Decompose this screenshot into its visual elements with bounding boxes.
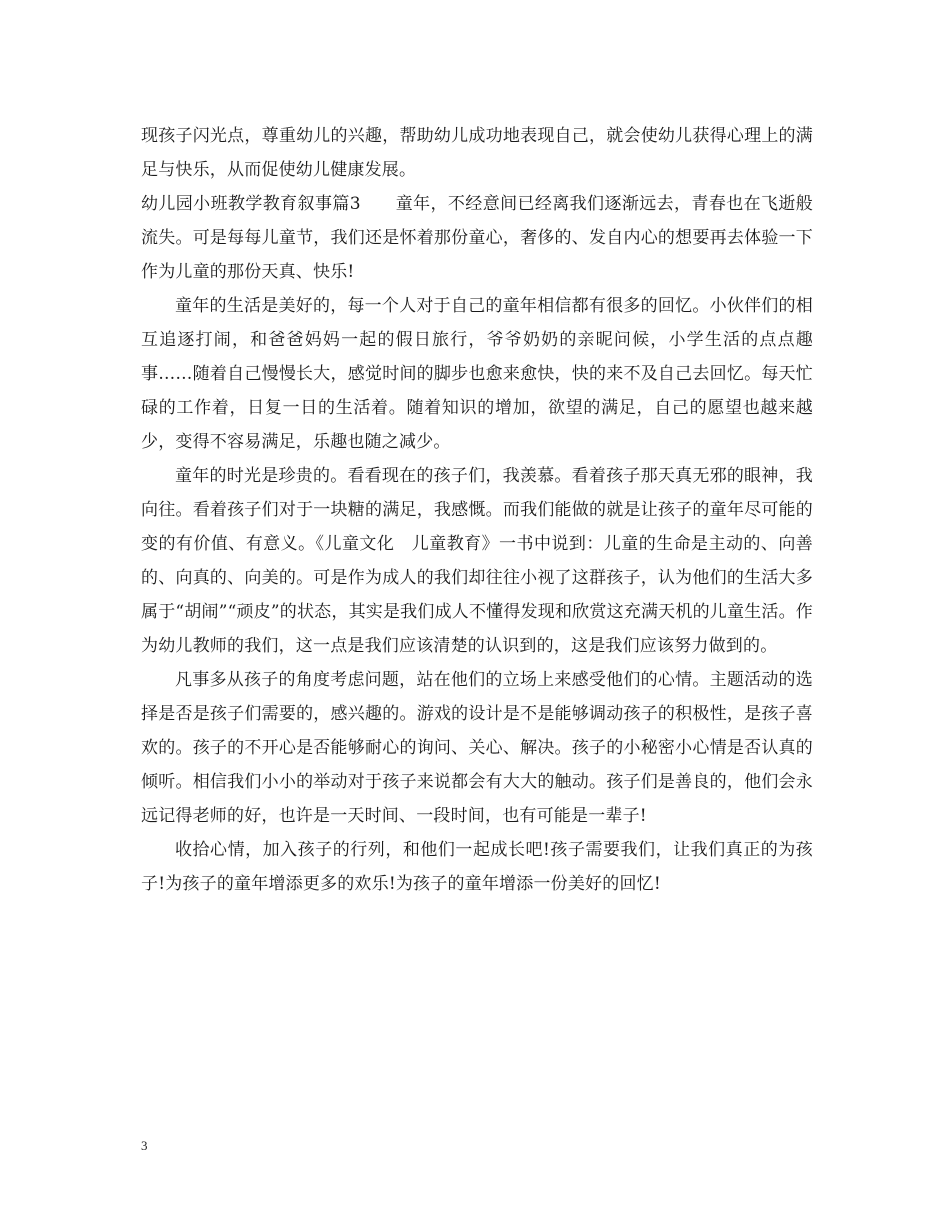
page-number: 3 bbox=[141, 1138, 148, 1153]
paragraph-conclusion: 收拾心情，加入孩子的行列，和他们一起成长吧!孩子需要我们，让我们真正的为孩子!为孩子的童年增添更多的欢乐!为孩子的童年增添一份美好的回忆! bbox=[141, 840, 813, 894]
paragraph-childhood-time: 童年的时光是珍贵的。看看现在的孩子们，我羡慕。看着孩子那天真无邪的眼神，我向往。看着孩子们对于一块糖的满足，我感慨。而我们能做的就是让孩子的童年尽可能的变的有价值、有意义。《儿童文化 儿童教育》一书中说到：儿童的生命是主动的、向善的、向真的、向美的。可是作为成人的我们却往往小视了这群孩子，认为他们的生活大多属于“胡闹”“顽皮”的状态，其实是我们成人不懂得发现和欣赏这充满天机的儿童生活。作为幼儿教师的我们，这一点是我们应该清楚的认识到的，这是我们应该努力做到的。 bbox=[141, 466, 813, 656]
document-body bbox=[141, 119, 813, 901]
paragraph-child-perspective: 凡事多从孩子的角度考虑问题，站在他们的立场上来感受他们的心情。主题活动的选择是否是孩子们需要的，感兴趣的。游戏的设计是不是能够调动孩子的积极性，是孩子喜欢的。孩子的不开心是否能够耐心的询问、关心、解决。孩子的小秘密小心情是否认真的倾听。相信我们小小的举动对于孩子来说都会有大大的触动。孩子们是善良的，他们会永远记得老师的好，也许是一天时间、一段时间，也有可能是一辈子! bbox=[141, 670, 813, 826]
paragraph-section-heading: 幼儿园小班教学教育叙事篇3 童年，不经意间已经离我们逐渐远去，青春也在飞逝般流失。可是每每儿童节，我们还是怀着那份童心，奢侈的、发自内心的想要再去体验一下作为儿童的那份天真、快乐! bbox=[141, 194, 813, 282]
paragraph-childhood-life: 童年的生活是美好的，每一个人对于自己的童年相信都有很多的回忆。小伙伴们的相互追逐打闹，和爸爸妈妈一起的假日旅行，爷爷奶奶的亲昵问候，小学生活的点点趣事……随着自己慢慢长大，感觉时间的脚步也愈来愈快，快的来不及自己去回忆。每天忙碌的工作着，日复一日的生活着。随着知识的增加，欲望的满足，自己的愿望也越来越少，变得不容易满足，乐趣也随之减少。 bbox=[141, 296, 813, 452]
paragraph-continuation: 现孩子闪光点，尊重幼儿的兴趣，帮助幼儿成功地表现自己，就会使幼儿获得心理上的满足与快乐，从而促使幼儿健康发展。 bbox=[141, 126, 813, 180]
